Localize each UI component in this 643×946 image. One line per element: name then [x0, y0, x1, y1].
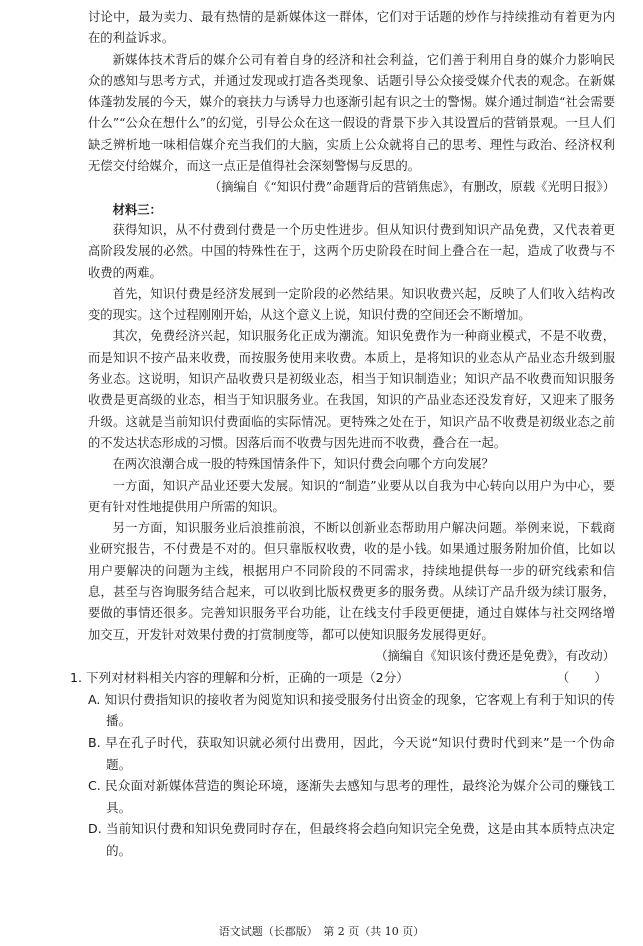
question-text: 1. 下列对材料相关内容的理解和分析，正确的一项是（2分）	[70, 670, 409, 686]
option-a[interactable]: A. 知识付费指知识的接收者为阅览知识和接受服务付出资金的现象，它客观上有利于知识的传播。	[88, 691, 615, 729]
option-c[interactable]: C. 民众面对新媒体营造的舆论环境，逐渐失去感知与思考的理性，最终沦为媒介公司的赚钱工具。	[88, 778, 615, 815]
paragraph-1: 讨论中，最为卖力、最有热情的是新媒体这一群体，它们对于话题的炒作与持续推动有着更为内在的利益诉求。	[88, 10, 615, 46]
paragraph-5: 其次，免费经济兴起，知识服务化正成为潮流。知识免费作为一种商业模式，不是不收费，而是知识不按产品来收费，而按服务使用来收费。本质上，是将知识的业态从产品业态升级到服务业态。这说明，知识产品收费只是初级业态，相当于知识制造业；知识产品不收费而知识服务收费是更高级的业态，相当于知识服务业。在我国，知识的产品业态还没发育好，又迎来了服务升级。这就是当前知识付费面临的实际情况。更特殊之处在于，知识产品不收费是初级业态之前的不发达状态形成的习惯。因落后而不收费与因先进而不收费，叠合在一起。	[88, 329, 615, 450]
question-1-stem	[70, 667, 615, 689]
option-d[interactable]: D. 当前知识付费和知识免费同时存在，但最终将会趋向知识完全免费，这是由其本质特点决定的。	[88, 821, 615, 858]
source-citation-2: （摘编自《知识该付费还是免费》，有改动）	[375, 648, 615, 663]
paragraph-6: 在两次浪潮合成一股的特殊国情条件下，知识付费会向哪个方向发展？	[112, 457, 494, 472]
paragraph-8: 另一方面，知识服务业后浪推前浪，不断以创新业态帮助用户解决问题。举例来说，下载商业研究报告，不付费是不对的。但只靠版权收费，收的是小钱。如果通过服务附加价值，比如以用户要解决的问题为主线，根据用户不同阶段的不同需求，持续地提供每一步的研究线索和信息，甚至与咨询服务结合起来，可以收到比版权费更多的服务费。从续订产品升级为续订服务，要做的事情还很多。完善知识服务平台功能，让在线支付手段更便捷，通过自媒体与社交网络增加交互，开发针对效果付费的打赏制度等，都可以使知识服务发展得更好。	[88, 521, 615, 642]
answer-blank[interactable]: （ ）	[556, 670, 607, 686]
material-3-heading: 材料三：	[112, 201, 162, 217]
paragraph-2: 新媒体技术背后的媒介公司有着自身的经济和社会利益，它们善于利用自身的媒介力影响民众的感知与思考方式，并通过发现或打造各类现象、话题引导公众接受媒介代表的观念。在新媒体蓬勃发展的今天，媒介的衰扶力与诱导力也逐渐引起有识之士的警惕。媒介通过制造“社会需要什么”“公众在想什么”的幻觉，引导公众在这一假设的背景下步入其设置后的营销景观。一旦人们缺乏辨析地一味相信媒介充当我们的大脑，实质上公众就将自己的思考、理性与政治、经济权利无偿交付给媒介，而这一点正是值得社会深刻警惕与反思的。	[88, 52, 615, 174]
source-citation-1: （摘编自《“知识付费”命题背后的营销焦虑》，有删改，原载《光明日报》）	[208, 180, 615, 195]
paragraph-7: 一方面，知识产品业还要大发展。知识的“制造”业要从以自我为中心转向以用户为中心，要更有针对性地提供用户所需的知识。	[88, 478, 615, 514]
option-b[interactable]: B. 早在孔子时代，获取知识就必须付出费用，因此，今天说“知识付费时代到来”是一个伪命题。	[88, 734, 615, 772]
paragraph-3: 获得知识，从不付费到付费是一个历史性进步。但从知识付费到知识产品免费，又代表着更高阶段发展的必然。中国的特殊性在于，这两个历史阶段在时间上叠合在一起，造成了收费与不收费的两难。	[88, 222, 615, 280]
page-footer: 语文试题（长郡版） 第 2 页（共 10 页）	[218, 925, 425, 938]
paragraph-4: 首先，知识付费是经济发展到一定阶段的必然结果。知识收费兴起，反映了人们收入结构改变的现实。这个过程刚刚开始，从这个意义上说，知识付费的空间还会不断增加。	[88, 286, 615, 323]
